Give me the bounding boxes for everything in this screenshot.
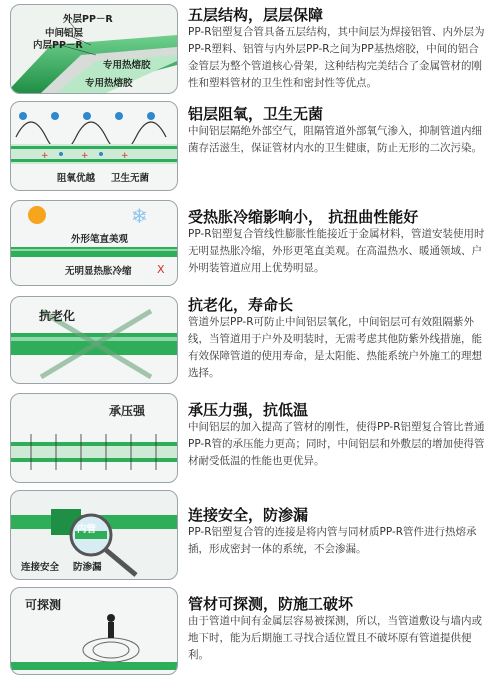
label-safe: 连接安全	[21, 562, 60, 573]
anti-aging-icon	[11, 297, 177, 383]
oxygen-illustration	[10, 101, 178, 191]
svg-text:X: X	[157, 263, 165, 276]
section-desc: PP-R铝塑复合管具备五层结构，其中间层为焊接铝管、内外层为PP-R塑料、铝管与内外层PP-R之间为PP基热熔胶，中间的铝合金管层为整个管道核心骨架，这种结构完美结合了金属管材的刚性和塑料管材的卫生性和密封性等优点。	[188, 26, 485, 89]
person-icon	[107, 614, 115, 622]
section-title: 承压力强，抗低温	[188, 401, 309, 419]
label-pressure: 承压强	[109, 404, 146, 418]
svg-text:+: +	[121, 151, 129, 161]
connection-illustration	[10, 490, 178, 580]
section-title: 抗老化，寿命长	[188, 296, 294, 314]
svg-text:+: +	[81, 151, 89, 161]
label-straight: 外形笔直美观	[71, 234, 129, 245]
section-title: 五层结构，层层保障	[188, 6, 324, 24]
label-detectable: 可探测	[25, 598, 62, 612]
label-outer-ppr: 外层PP－R	[63, 14, 113, 25]
svg-text:+: +	[41, 151, 49, 161]
aging-illustration	[10, 296, 178, 384]
pressure-icon	[11, 394, 177, 482]
structure-illustration	[10, 4, 178, 94]
label-no-expansion: 无明显热胀冷缩	[65, 266, 132, 277]
label-inner-pipe: 内管	[77, 524, 97, 535]
label-adhesive-1: 专用热熔胶	[103, 60, 151, 71]
section-desc: 由于管道中间有金属层容易被探测，所以，当管道敷设与墙内或地下时，能为后期施工寻找合适位置且不破坏原有管道提供便利。	[188, 615, 482, 661]
detect-illustration	[10, 587, 178, 675]
label-inner-ppr: 内层PP－R	[33, 40, 83, 51]
label-leakproof: 防渗漏	[73, 562, 102, 573]
section-desc: 中间铝层的加入提高了管材的刚性，使得PP-R铝塑复合管比普通PP-R管的承压能力更高；同时，中间铝层和外敷层的增加使得管材耐受低温的性能也更优异。	[188, 421, 485, 467]
label-middle-aluminum: 中间铝层	[45, 28, 84, 39]
sun-icon	[28, 206, 46, 224]
pressure-illustration	[10, 393, 178, 483]
section-title: 连接安全，防渗漏	[188, 506, 309, 524]
label-anti-aging: 抗老化	[39, 309, 76, 323]
section-desc: PP-R铝塑复合管的连接是将内管与同材质PP-R管件进行热熔承插，形成密封一体的系统，不会渗漏。	[188, 526, 477, 555]
section-desc: 中间铝层隔绝外部空气，阻隔管道外部氧气渗入，抑制管道内细菌存活滋生，保证管材内水的卫生健康，防止无形的二次污染。	[188, 125, 482, 154]
label-adhesive-2: 专用热熔胶	[85, 78, 133, 89]
section-desc: 管道外层PP-R可防止中间铝层氧化，中间铝层可有效阻隔紫外线，当管道用于户外及明装时，无需考虑其他防紫外线措施，能有效保障管道的使用寿命，是太阳能、热能系统户外施工的理想选择。	[188, 316, 482, 379]
svg-text:❄: ❄	[131, 204, 148, 228]
section-title: 受热胀冷缩影响小， 抗扭曲性能好	[188, 208, 419, 226]
label-hygiene: 卫生无菌	[111, 173, 150, 184]
section-title: 铝层阻氧，卫生无菌	[188, 105, 324, 123]
thermal-illustration	[10, 200, 178, 286]
label-oxygen: 阻氧优越	[57, 173, 96, 184]
section-desc: PP-R铝塑复合管线性膨胀性能接近于金属材料，管道安装使用时无明显热胀冷缩，外形更笔直美观。在高温热水、暖通领域、户外明装管道应用上优势明显。	[188, 228, 485, 274]
section-title: 管材可探测，防施工破坏	[188, 595, 354, 613]
